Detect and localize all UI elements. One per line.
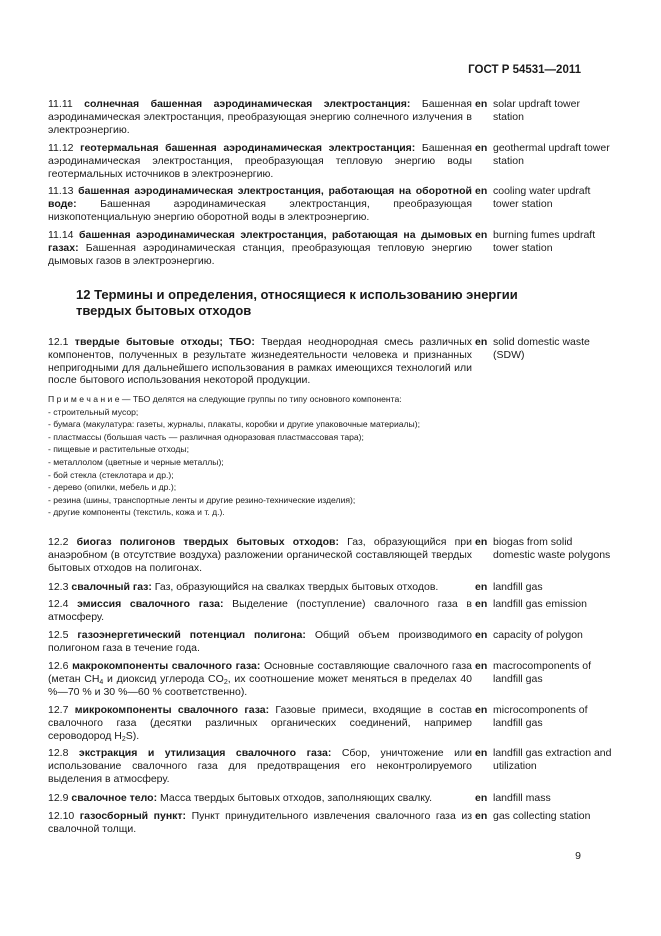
note-intro: П р и м е ч а н и е — ТБО делятся на следующие группы по типу основного компонента:	[48, 394, 402, 404]
english-term: biogas from solid domestic waste polygons	[493, 536, 611, 561]
note-item: - пластмассы (большая часть — различная одноразовая пластмассовая тара);	[48, 431, 364, 442]
entry-11-13: 11.13 башенная аэродинамическая электростанция, работающая на оборотной воде: Башенная аэродинамическая электростанция, преобразующая низкопотенциальную энергию оборотной воды в электроэнергию.	[48, 185, 472, 223]
en-marker: en	[475, 185, 488, 197]
en-marker: en	[475, 98, 488, 110]
entry-11-12: 11.12 геотермальная башенная аэродинамическая электростанция: Башенная аэродинамическая электростанция, преобразующая тепловую энергию воды геотермальных источников в электроэнергию.	[48, 142, 472, 180]
entry-12-1: 12.1 твердые бытовые отходы; ТБО: Твердая неоднородная смесь различных компонентов, полученных в результате жизнедеятельности человека и признанных непригодными для дальнейшего использования в рамках имеющихся технологий или после бытового использования некоторой продукции.	[48, 336, 472, 387]
note-item: - строительный мусор;	[48, 406, 139, 417]
en-marker: en	[475, 747, 488, 759]
en-marker: en	[475, 660, 488, 672]
english-term: microcomponents of landfill gas	[493, 704, 588, 729]
en-marker: en	[475, 629, 488, 641]
english-term: landfill mass	[493, 792, 551, 804]
entry-12-10: 12.10 газосборный пункт: Пункт принудительного извлечения свалочного газа из свалочной толщи.	[48, 810, 473, 835]
entry-11-14: 11.14 башенная аэродинамическая электростанция, работающая на дымовых газах: Башенная аэродинамическая станция, преобразующая тепловую энергию дымовых газов в электроэнергию.	[48, 229, 473, 267]
page-number: 9	[575, 850, 581, 862]
english-term: landfill gas	[493, 581, 543, 593]
entry-11-11: 11.11 солнечная башенная аэродинамическая электростанция: Башенная аэродинамическая электростанция, преобразующая энергию солнечного излучения в электроэнергию.	[48, 98, 472, 136]
english-term: geothermal updraft tower station	[493, 142, 610, 167]
standard-designation: ГОСТ Р 54531—2011	[468, 64, 581, 76]
english-term: burning fumes updraft tower station	[493, 229, 596, 254]
entry-12-6: 12.6 макрокомпоненты свалочного газа: Основные составляющие свалочного газа (метан $CH_4$ и диоксид углерода $CO_2$, их соотношение может меняться в пределах 40 %—70 % и 30 %—60 % соответственно).	[48, 660, 473, 698]
note-item: - пищевые и растительные отходы;	[48, 444, 189, 455]
en-marker: en	[475, 581, 488, 593]
entry-12-3: 12.3 свалочный газ: Газ, образующийся на свалках твердых бытовых отходов.	[48, 581, 439, 593]
english-term: gas collecting station	[493, 810, 591, 822]
en-marker: en	[475, 810, 488, 822]
english-term: cooling water updraft tower station	[493, 185, 591, 210]
note-item: - металлолом (цветные и черные металлы);	[48, 456, 224, 467]
en-marker: en	[475, 336, 488, 348]
english-term: landfill gas emission	[493, 598, 587, 610]
english-term: capacity of polygon	[493, 629, 583, 641]
entry-12-8: 12.8 экстракция и утилизация свалочного газа: Сбор, уничтожение или использование свалочного газа для предотвращения его неконтролируемого выделения в атмосферу.	[48, 747, 472, 785]
note-item: - другие компоненты (текстиль, кожа и т. д.).	[48, 507, 225, 518]
english-term: landfill gas extraction and utilization	[493, 747, 612, 772]
english-term: solid domestic waste (SDW)	[493, 336, 590, 361]
note-item: - дерево (опилки, мебель и др.);	[48, 482, 177, 493]
entry-12-7: 12.7 микрокомпоненты свалочного газа: Газовые примеси, входящие в состав свалочного газа (десятки различных органических соединений, например сероводород $H_2S$).	[48, 704, 472, 743]
note-item: - бумага (макулатура: газеты, журналы, плакаты, коробки и другие упаковочные материалы);	[48, 419, 420, 430]
en-marker: en	[475, 704, 488, 716]
entry-12-2: 12.2 биогаз полигонов твердых бытовых отходов: Газ, образующийся при анаэробном (в отсутствие воздуха) разложении органической составляющей твердых бытовых отходов на полигонах.	[48, 536, 472, 574]
entry-12-9: 12.9 свалочное тело: Масса твердых бытовых отходов, заполняющих свалку.	[48, 792, 433, 804]
english-term: solar updraft tower station	[493, 98, 580, 123]
en-marker: en	[475, 536, 488, 548]
en-marker: en	[475, 229, 488, 241]
entry-12-5: 12.5 газоэнергетический потенциал полигона: Общий объем производимого полигоном газа в течение года.	[48, 629, 473, 654]
note-item: - резина (шины, транспортные ленты и другие резино-технические изделия);	[48, 494, 356, 505]
note-item: - бой стекла (стеклотара и др.);	[48, 469, 174, 480]
en-marker: en	[475, 598, 488, 610]
en-marker: en	[475, 792, 488, 804]
entry-12-4: 12.4 эмиссия свалочного газа: Выделение (поступление) свалочного газа в атмосферу.	[48, 598, 472, 623]
note-block	[48, 393, 472, 519]
section-title: 12 Термины и определения, относящиеся к использованию энергии твердых бытовых отходов	[76, 287, 518, 318]
english-term: macrocomponents of landfill gas	[493, 660, 592, 685]
en-marker: en	[475, 142, 488, 154]
